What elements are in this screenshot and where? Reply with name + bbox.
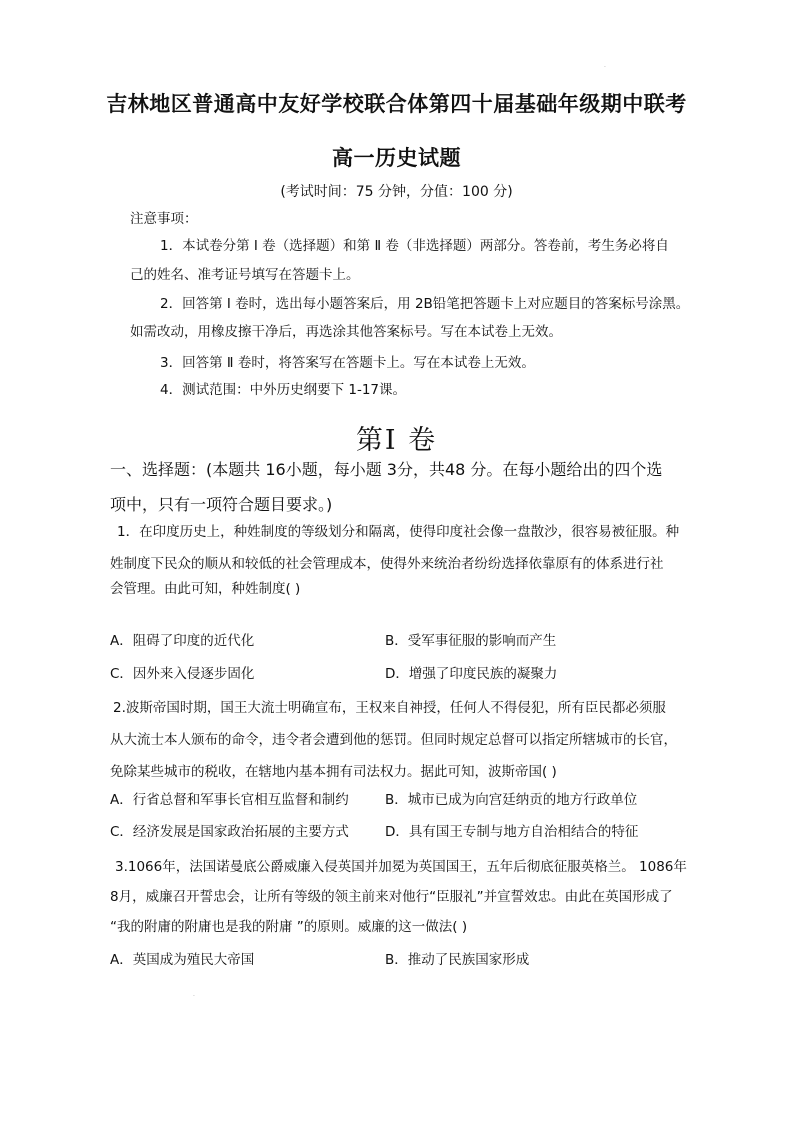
note-2-line-1: 2．回答第 Ⅰ 卷时，选出每小题答案后，用 2B铅笔把答题卡上对应题目的答案标号涂黑。 — [160, 296, 690, 312]
note-1-line-1: 1．本试卷分第 Ⅰ 卷（选择题）和第 Ⅱ 卷（非选择题）两部分。答卷前，考生务必将自 — [160, 238, 669, 254]
section-heading-line-2: 项中，只有一项符合题目要求。) — [110, 495, 333, 514]
q3-line-1: 3.1066年，法国诺曼底公爵威廉入侵英国并加冕为英国国王，五年后彻底征服英格兰。 1086年 — [115, 859, 687, 875]
q1-line-2: 姓制度下民众的顺从和较低的社会管理成本，使得外来统治者纷纷选择依靠原有的体系进行社 — [110, 556, 664, 572]
section-heading-line-1: 一、选择题：(本题共 16小题，每小题 3分，共48 分。在每小题给出的四个选 — [110, 460, 663, 479]
q1-line-1: 1．在印度历史上，种姓制度的等级划分和隔离，使得印度社会像一盘散沙，很容易被征服。种 — [117, 524, 680, 540]
exam-title: 吉林地区普通高中友好学校联合体第四十届基础年级期中联考 — [106, 91, 687, 116]
q1-option-d: D．增强了印度民族的凝聚力 — [385, 666, 558, 682]
scan-dot-bottom: . — [193, 991, 195, 998]
note-4: 4．测试范围：中外历史纲要下 1-17课。 — [160, 382, 407, 398]
scan-dot-top: . — [604, 62, 606, 69]
volume-title: 第Ⅰ 卷 — [355, 425, 438, 456]
note-2-line-2: 如需改动，用橡皮擦干净后，再选涂其他答案标号。写在本试卷上无效。 — [130, 324, 562, 340]
subject-title: 高一历史试题 — [332, 145, 461, 170]
q3-option-b: B．推动了民族国家形成 — [385, 952, 530, 968]
q1-option-c: C．因外来入侵逐步固化 — [110, 666, 255, 682]
notes-heading: 注意事项： — [130, 211, 198, 227]
q3-line-3: “我的附庸的附庸也是我的附庸 ”的原则。威廉的这一做法( ) — [110, 919, 468, 935]
q3-line-2: 8月，威廉召开誓忠会，让所有等级的领主前来对他行“臣服礼”并宣誓效忠。由此在英国形成了 — [110, 889, 673, 905]
note-3: 3．回答第 Ⅱ 卷时，将答案写在答题卡上。写在本试卷上无效。 — [160, 355, 535, 371]
q2-option-b: B．城市已成为向宫廷纳贡的地方行政单位 — [385, 792, 638, 808]
q2-line-2: 从大流士本人颁布的命令，违令者会遭到他的惩罚。但同时规定总督可以指定所辖城市的长官， — [110, 732, 677, 748]
q2-line-3: 免除某些城市的税收，在辖地内基本拥有司法权力。据此可知，波斯帝国( ) — [110, 764, 557, 780]
exam-info: (考试时间：75 分钟，分值：100 分) — [280, 184, 513, 200]
q2-line-1: 2.波斯帝国时期，国王大流士明确宣布，王权来自神授，任何人不得侵犯，所有臣民都必须服 — [113, 700, 666, 716]
q1-line-3: 会管理。由此可知，种姓制度( ) — [110, 581, 301, 597]
q2-option-d: D．具有国王专制与地方自治相结合的特征 — [385, 824, 639, 840]
note-1-line-2: 己的姓名、准考证号填写在答题卡上。 — [130, 267, 360, 283]
q1-option-a: A．阻碍了印度的近代化 — [110, 633, 255, 649]
q3-option-a: A．英国成为殖民大帝国 — [110, 952, 255, 968]
q2-option-a: A．行省总督和军事长官相互监督和制约 — [110, 792, 349, 808]
q2-option-c: C．经济发展是国家政治拓展的主要方式 — [110, 824, 349, 840]
q1-option-b: B．受军事征服的影响而产生 — [385, 633, 557, 649]
